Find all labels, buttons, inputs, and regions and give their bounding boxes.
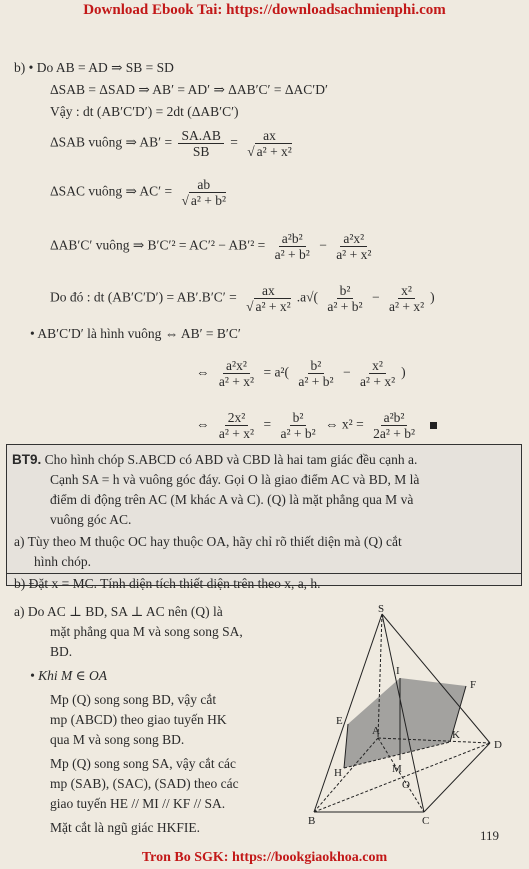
- exercise-line: hình chóp.: [34, 554, 91, 569]
- text-line: BD.: [50, 644, 73, 659]
- label-E: E: [336, 715, 343, 727]
- header-download-link[interactable]: Download Ebook Tai: https://downloadsachmienphi.com: [83, 2, 446, 18]
- label-C: C: [422, 815, 430, 827]
- label-S: S: [378, 603, 385, 615]
- text-line: mp (SAB), (SAC), (SAD) theo các: [50, 776, 239, 791]
- text-line: qua M và song song BD.: [50, 732, 185, 747]
- end-of-proof-icon: [430, 422, 437, 429]
- formula-line: ⇔ $\frac{\text{a²x²}}{\text{a² + x²}}$ = a²( $\frac{\text{b²}}{\text{a² + b²}}$ − $\frac{\text{x²}}{\text{a² + x²}}$ ): [196, 358, 406, 389]
- exercise-line: a) Tùy theo M thuộc OC hay thuộc OA, hãy chỉ rõ thiết diện mà (Q) cắt: [14, 534, 402, 549]
- label-O: O: [402, 779, 410, 791]
- text-line: a) Do AC ⊥ BD, SA ⊥ AC nên (Q) là: [14, 604, 223, 619]
- fraction: $\frac{SA.AB}{SB}$: [178, 128, 223, 159]
- fraction: $\frac{ax}{\text{√ a² + x²}}$: [246, 283, 291, 314]
- fraction: $\frac{\text{a²x²}}{\text{a² + x²}}$: [336, 231, 372, 262]
- fraction: $\frac{\text{a²b²}}{\text{2a² + b²}}$: [373, 410, 416, 441]
- formula-prefix: ΔSAC vuông ⇒ AC′ =: [50, 183, 173, 199]
- text-line: mp (ABCD) theo giao tuyến HK: [50, 712, 227, 727]
- fraction: $\frac{ab}{\text{√ a² + b²}}$: [181, 177, 227, 208]
- exercise-line: vuông góc AC.: [50, 512, 132, 527]
- text-line: Mp (Q) song song BD, vậy cắt: [50, 692, 217, 707]
- label-A: A: [372, 725, 380, 737]
- formula-line: Do đó : dt (AB′C′D′) = AB′.B′C′ = $\frac{ax}{\text{√ a² + x²}}$ .a√( $\frac{\text{b²}}{\text{a² + b²}}$ − $\frac{\text{x²}}{\text{a² + x²}}$ ): [50, 283, 435, 314]
- pyramid-figure: [300, 600, 520, 830]
- fraction: $\frac{\text{b²}}{\text{a² + b²}}$: [280, 410, 316, 441]
- text-line: Vậy : dt (AB′C′D′) = 2dt (ΔAB′C′): [50, 104, 239, 119]
- exercise-line: b) Đặt x = MC. Tính diện tích thiết diện trên theo x, a, h.: [14, 576, 321, 591]
- text-line: giao tuyến HE // MI // KF // SA.: [50, 796, 226, 811]
- exercise-label: BT9.: [12, 452, 42, 467]
- text-line: mặt phẳng qua M và song song SA,: [50, 624, 243, 639]
- fraction: $\frac{\text{a²x²}}{\text{a² + x²}}$: [218, 358, 255, 389]
- fraction: $\frac{\text{b²}}{\text{a² + b²}}$: [327, 283, 363, 314]
- text-line: • Khi M ∈ OA: [30, 668, 107, 683]
- formula-line: ⇔ $\frac{\text{2x²}}{\text{a² + x²}}$ = $\frac{\text{b²}}{\text{a² + b²}}$ ⇔ x² = $\frac{\text{a²b²}}{\text{2a² + b²}}$: [196, 410, 437, 441]
- formula-prefix: Do đó : dt (AB′C′D′) = AB′.B′C′ =: [50, 289, 237, 305]
- fraction: $\frac{\text{b²}}{\text{a² + b²}}$: [298, 358, 334, 389]
- label-M: M: [392, 763, 402, 775]
- exercise-line: Cạnh SA = h và vuông góc đáy. Gọi O là giao điểm AC và BD, M là: [50, 472, 420, 487]
- exercise-line: điểm di động trên AC (M khác A và C). (Q) là mặt phẳng qua M và: [50, 492, 414, 507]
- fraction: $\frac{ax}{\text{√ a² + x²}}$: [247, 128, 292, 159]
- fraction: $\frac{\text{x²}}{\text{a² + x²}}$: [388, 283, 425, 314]
- label-H: H: [334, 767, 342, 779]
- formula-line: ΔAB′C′ vuông ⇒ B′C′² = AC′² − AB′² = $\frac{\text{a²b²}}{\text{a² + b²}}$ − $\frac{\text{a²x²}}{\text{a² + x²}}$: [50, 231, 377, 262]
- formula-prefix: ΔSAB vuông ⇒ AB′ =: [50, 134, 173, 150]
- formula-line: [50, 177, 232, 208]
- label-F: F: [470, 679, 477, 691]
- text-line: • AB′C′D′ là hình vuông ⇔ AB′ = B′C′: [30, 326, 241, 341]
- label-B: B: [308, 815, 316, 827]
- formula-prefix: ΔAB′C′ vuông ⇒ B′C′² = AC′² − AB′² =: [50, 237, 266, 253]
- text-line: Mặt cắt là ngũ giác HKFIE.: [50, 820, 200, 835]
- label-K: K: [452, 729, 460, 741]
- label-I: I: [396, 665, 400, 677]
- text-line: ΔSAB = ΔSAD ⇒ AB′ = AD′ ⇒ ΔAB′C′ = ΔAC′D′: [50, 82, 328, 97]
- exercise-line: BT9. Cho hình chóp S.ABCD có ABD và CBD là hai tam giác đều cạnh a.: [12, 452, 418, 467]
- text-line: b) • Do AB = AD ⇒ SB = SD: [14, 60, 174, 75]
- text-line: Mp (Q) song song SA, vậy cắt các: [50, 756, 236, 771]
- label-D: D: [494, 739, 502, 751]
- formula-line: ΔSAB vuông ⇒ AB′ = $\frac{SA.AB}{SB}$ = $\frac{ax}{\text{√ a² + x²}}$: [50, 128, 298, 159]
- fraction: $\frac{\text{2x²}}{\text{a² + x²}}$: [218, 410, 255, 441]
- footer-link[interactable]: Tron Bo SGK: https://bookgiaokhoa.com: [141, 850, 388, 865]
- fraction: $\frac{\text{a²b²}}{\text{a² + b²}}$: [274, 231, 310, 262]
- page-number: 119: [480, 828, 500, 843]
- divider: [6, 573, 522, 574]
- fraction: $\frac{\text{x²}}{\text{a² + x²}}$: [359, 358, 396, 389]
